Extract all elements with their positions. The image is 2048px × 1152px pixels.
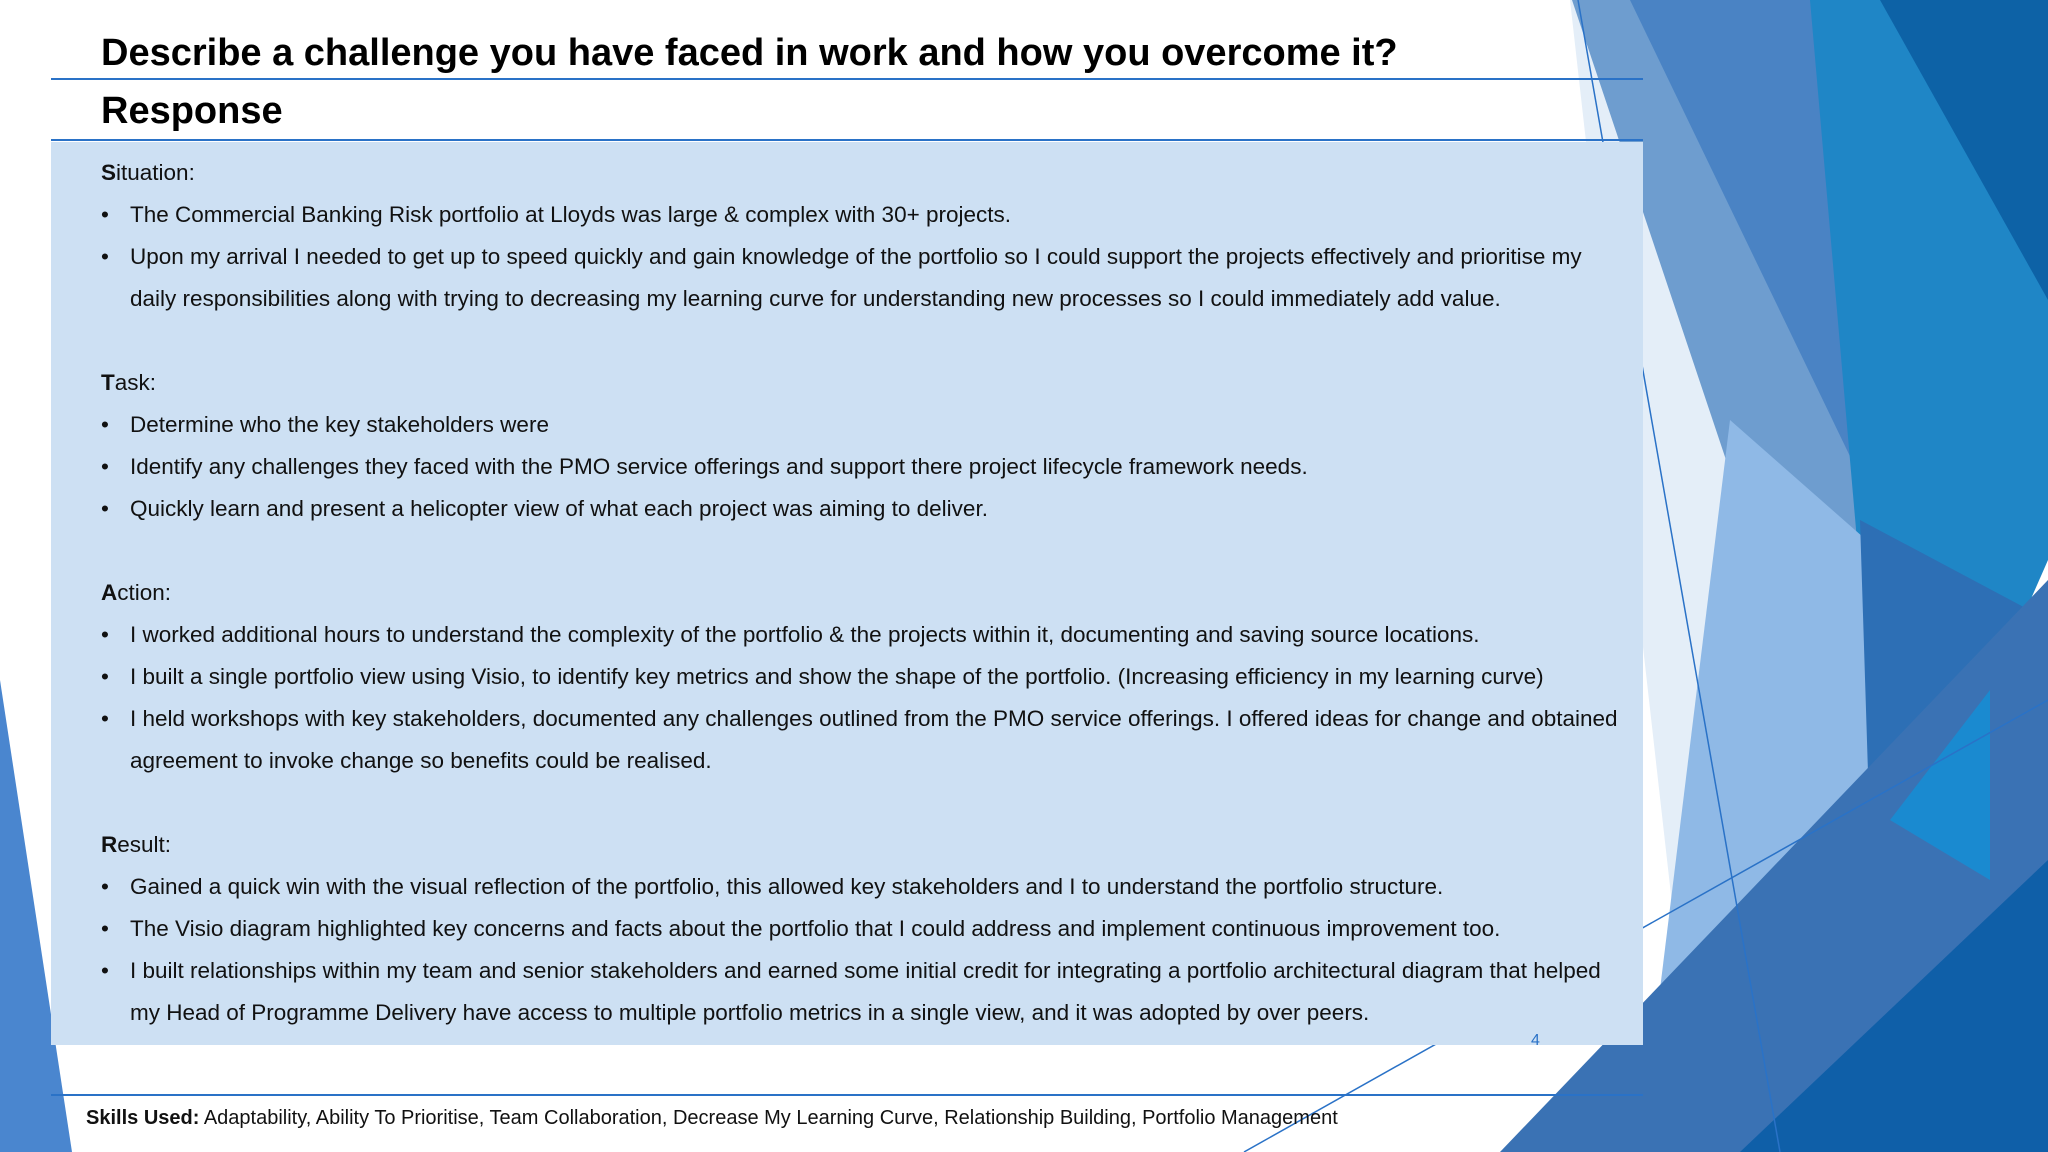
bullet-icon: • (101, 916, 109, 941)
list-item: • I worked additional hours to understand the complexity of the portfolio & the projects within it, documenting and saving source locations. (101, 614, 1621, 656)
list-item: • Upon my arrival I needed to get up to speed quickly and gain knowledge of the portfolio so I could support the projects effectively and prioritise my daily responsibilities along with trying to decreasing my learning curve for understanding new processes so I could immediately add value. (101, 236, 1621, 320)
bullet-icon: • (101, 454, 109, 479)
section-heading: Situation: (101, 160, 195, 185)
section-heading: Action: (101, 580, 172, 605)
section-heading: Task: (101, 370, 157, 395)
bullet-icon: • (101, 874, 109, 899)
list-item: • The Visio diagram highlighted key concerns and facts about the portfolio that I could address and implement continuous improvement too. (101, 908, 1621, 950)
page-title: Describe a challenge you have faced in work and how you overcome it? (101, 32, 1398, 74)
result-bullets (101, 866, 1621, 1034)
list-item: • Quickly learn and present a helicopter view of what each project was aiming to deliver. (101, 488, 1621, 530)
list-item: • I built a single portfolio view using Visio, to identify key metrics and show the shape of the portfolio. (Increasing efficiency in my learning curve) (101, 656, 1621, 698)
bullet-icon: • (101, 412, 109, 437)
skills-label: Skills Used: (86, 1107, 200, 1129)
response-heading: Response (101, 90, 283, 132)
title-divider (51, 78, 1643, 80)
bullet-icon: • (101, 202, 109, 227)
skills-list: Adaptability, Ability To Prioritise, Team Collaboration, Decrease My Learning Curve, Relationship Building, Portfolio Management (203, 1107, 1338, 1129)
action-section (101, 572, 1621, 782)
section-heading: Result: (101, 832, 172, 857)
action-bullets (101, 614, 1621, 782)
bullet-icon: • (101, 958, 109, 983)
task-section (101, 362, 1621, 530)
list-item: • I built relationships within my team and senior stakeholders and earned some initial credit for integrating a portfolio architectural diagram that helped my Head of Programme Delivery have access to multiple portfolio metrics in a single view, and it was adopted by over peers. (101, 950, 1621, 1034)
list-item: • Determine who the key stakeholders were (101, 404, 1621, 446)
list-item: • The Commercial Banking Risk portfolio at Lloyds was large & complex with 30+ projects. (101, 194, 1621, 236)
result-section (101, 824, 1621, 1034)
skills-footer (86, 1105, 1338, 1131)
situation-bullets (101, 194, 1621, 320)
star-response-content (101, 152, 1621, 1034)
bullet-icon: • (101, 706, 109, 731)
list-item: • Gained a quick win with the visual reflection of the portfolio, this allowed key stakeholders and I to understand the portfolio structure. (101, 866, 1621, 908)
list-item: • I held workshops with key stakeholders, documented any challenges outlined from the PMO service offerings. I offered ideas for change and obtained agreement to invoke change so benefits could be realised. (101, 698, 1621, 782)
bullet-icon: • (101, 496, 109, 521)
footer-divider (51, 1094, 1643, 1096)
bullet-icon: • (101, 622, 109, 647)
response-divider (51, 139, 1643, 141)
task-bullets (101, 404, 1621, 530)
situation-section (101, 152, 1621, 320)
page-number: 4 (1531, 1032, 1540, 1049)
bullet-icon: • (101, 244, 109, 269)
list-item: • Identify any challenges they faced with the PMO service offerings and support there project lifecycle framework needs. (101, 446, 1621, 488)
bullet-icon: • (101, 664, 109, 689)
